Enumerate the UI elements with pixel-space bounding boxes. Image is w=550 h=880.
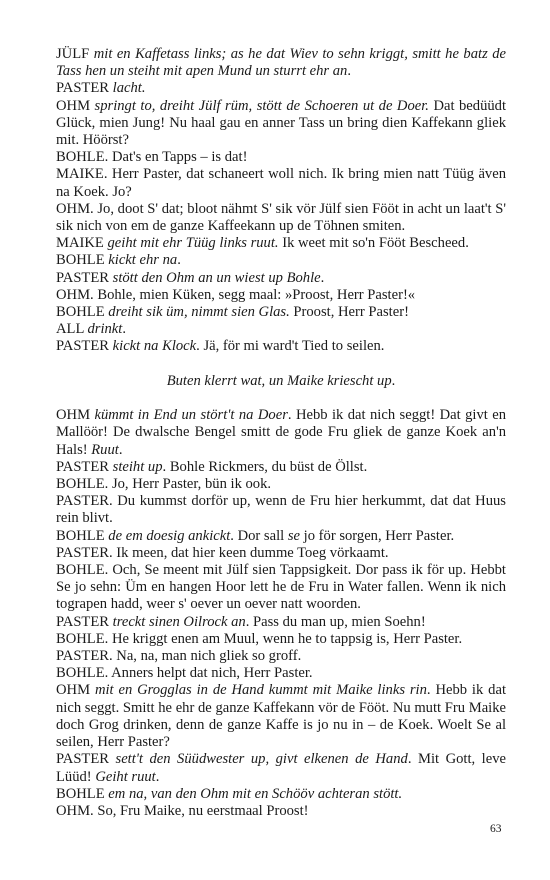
- dialogue-line: [56, 665, 506, 682]
- speech-text: PASTER: [56, 269, 113, 286]
- dialogue-line: [56, 614, 506, 631]
- speech-text: PASTER: [56, 613, 113, 630]
- dialogue-line: [56, 166, 506, 200]
- speech-text: BOHLE. Och, Se meent mit Jülf sien Tappsigkeit. Dor pass ik för up. Hebbt Se jo sehn: Üm en hangen Hoor lett he de Fru in Water fallen. Wenn ik nich tograpen hadd, weer s' oever un oever natt woorden.: [56, 562, 506, 613]
- dialogue-line: [56, 407, 506, 459]
- speech-text: PASTER. Na, na, man nich gliek so groff.: [56, 648, 302, 665]
- stage-direction-text: Geiht ruut: [95, 768, 156, 785]
- dialogue-line: [56, 562, 506, 614]
- speech-text: MAIKE: [56, 235, 108, 252]
- dialogue-line: [56, 80, 506, 97]
- speech-text: PASTER: [56, 80, 113, 97]
- speech-text: OHM: [56, 97, 95, 114]
- speech-text: OHM: [56, 682, 95, 699]
- dialogue-line: [56, 648, 506, 665]
- speech-text: BOHLE: [56, 527, 109, 544]
- stage-direction-text: steiht up: [112, 458, 163, 475]
- dialogue-line: [56, 476, 506, 493]
- stage-direction-text: kickt na Klock: [112, 338, 197, 355]
- speech-text: PASTER: [56, 458, 113, 475]
- speech-text: ALL: [56, 321, 88, 338]
- dialogue-line: [56, 98, 506, 150]
- stage-direction-text: lacht.: [112, 80, 146, 97]
- speech-text: MAIKE. Herr Paster, dat schaneert woll nich. Ik bring mien natt Tüüg även na Koek. Jo?: [56, 166, 506, 200]
- speech-text: .: [118, 441, 123, 458]
- dialogue-line: [56, 304, 506, 321]
- play-text: [56, 46, 506, 820]
- speech-text: OHM. Bohle, mien Küken, segg maal: »Proost, Herr Paster!«: [56, 286, 416, 303]
- dialogue-line: [56, 287, 506, 304]
- stage-direction-text: springt to, dreiht Jülf rüm, stött de Schoeren ut de Doer.: [94, 97, 429, 114]
- stage-direction-text: stött den Ohm an un wiest up Bohle: [112, 269, 321, 286]
- dialogue-line: [56, 786, 506, 803]
- speech-text: . Dor sall: [230, 527, 288, 544]
- dialogue-line: [56, 459, 506, 476]
- dialogue-line: [56, 149, 506, 166]
- stage-direction-text: de em doesig ankickt: [108, 527, 231, 544]
- stage-direction-text: Ruut: [91, 441, 119, 458]
- speech-text: PASTER. Ik meen, dat hier keen dumme Toeg vörkaamt.: [56, 544, 389, 561]
- dialogue-line: [56, 46, 506, 80]
- speech-text: .: [155, 768, 160, 785]
- dialogue-line: [56, 803, 506, 820]
- stage-direction-text: dreiht sik üm, nimmt sien Glas.: [108, 304, 290, 321]
- speech-text: .: [320, 269, 325, 286]
- stage-direction-text: kickt ehr na: [108, 252, 178, 269]
- speech-text: .: [177, 252, 181, 269]
- speech-text: jo för sorgen, Herr Paster.: [300, 527, 455, 544]
- speech-text: JÜLF: [56, 46, 94, 62]
- dialogue-line: [56, 631, 506, 648]
- dialogue-line: [56, 321, 506, 338]
- speech-text: BOHLE. Dat's en Tapps – is dat!: [56, 149, 248, 166]
- speech-text: BOHLE: [56, 304, 109, 321]
- stage-direction-text: treckt sinen Oilrock an: [112, 613, 246, 630]
- speech-text: . Hebb ik dat nich seggt! Dat givt en Mallöör! De dwalsche Bengel smitt de gode Fru gliek de ganze Koek an'n Hals!: [56, 407, 507, 458]
- speech-text: . Pass du man up, mien Soehn!: [245, 613, 426, 630]
- dialogue-line: [56, 751, 506, 785]
- stage-direction-text: mit en Grogglas in de Hand kummt mit Maike links rin: [94, 682, 427, 699]
- dialogue-line: [56, 235, 506, 252]
- speech-text: BOHLE. Jo, Herr Paster, bün ik ook.: [56, 476, 272, 493]
- speech-text: .: [391, 372, 396, 389]
- page-number: 63: [490, 823, 502, 835]
- stage-direction-text: sett't den Süüdwester up, givt elkenen de Hand: [115, 751, 408, 768]
- dialogue-line: [56, 545, 506, 562]
- dialogue-line: [56, 270, 506, 287]
- speech-text: .: [122, 321, 127, 338]
- dialogue-line: [56, 252, 506, 269]
- stage-direction-text: em na, van den Ohm mit en Schööv achteran stött.: [108, 785, 403, 802]
- stage-direction-text: mit en Kaffetass links; as he dat Wiev to sehn kriggt, smitt he batz de Tass hen un steiht mit apen Mund un sturrt ehr an: [56, 46, 506, 80]
- stage-direction-text: se: [287, 527, 301, 544]
- speech-text: BOHLE: [56, 252, 109, 269]
- speech-text: BOHLE: [56, 785, 109, 802]
- speech-text: Dat bedüüdt Glück, mien Jung! Nu haal gau en anner Tass un bring dien Kaffekann gliek mit. Höörst?: [56, 97, 507, 149]
- speech-text: .: [347, 63, 352, 80]
- speech-text: BOHLE. Anners helpt dat nich, Herr Paster.: [56, 665, 313, 682]
- dialogue-line: [56, 493, 506, 527]
- speech-text: . Mit Gott, leve Lüüd!: [56, 751, 506, 785]
- stage-direction-text: Buten klerrt wat, un Maike kriescht up: [166, 372, 392, 389]
- speech-text: PASTER: [56, 338, 113, 355]
- speech-text: . Bohle Rickmers, du büst de Öllst.: [162, 458, 368, 475]
- speech-text: PASTER. Du kummst dorför up, wenn de Fru hier herkummt, dat dat Huus rein blivt.: [56, 493, 506, 527]
- dialogue-line: [56, 338, 506, 355]
- speech-text: . Jä, för mi ward't Tied to seilen.: [196, 338, 385, 355]
- stage-direction-text: kümmt in End un stört't na Doer: [94, 407, 288, 424]
- stage-direction: [56, 373, 506, 390]
- speech-text: OHM. Jo, doot S' dat; bloot nähmt S' sik vör Jülf sien Fööt in acht un laat't S' sik nich von em de ganze Kaffeekann up de Töhnen smiten.: [56, 200, 506, 235]
- speech-text: PASTER: [56, 751, 116, 768]
- dialogue-line: [56, 528, 506, 545]
- speech-text: OHM. So, Fru Maike, nu eerstmaal Proost!: [56, 802, 309, 819]
- speech-text: OHM: [56, 407, 95, 424]
- speech-text: Proost, Herr Paster!: [289, 304, 409, 321]
- stage-direction-text: drinkt: [87, 321, 123, 338]
- speech-text: BOHLE. He kriggt enen am Muul, wenn he to tappsig is, Herr Paster.: [56, 630, 463, 647]
- speech-text: Ik weet mit so'n Fööt Bescheed.: [278, 235, 469, 252]
- dialogue-line: [56, 201, 506, 235]
- stage-direction-text: geiht mit ehr Tüüg links ruut.: [107, 235, 279, 252]
- speech-text: . Hebb ik dat nich seggt. Smitt he ehr de ganze Kaffekann vör de Fööt. Nu mutt Fru Maike doch Grog drinken, denn de ganze Kaffe is jo nu in – de Koek. Woelt Se al seilen, Herr Paster?: [56, 682, 506, 751]
- dialogue-line: [56, 682, 506, 751]
